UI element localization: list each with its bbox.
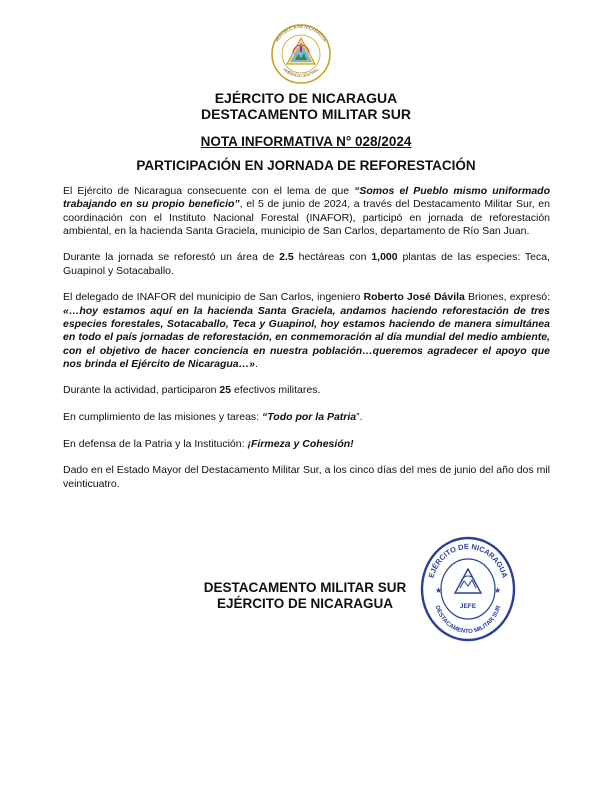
p6-text-a: En defensa de la Patria y la Institución:: [63, 437, 248, 450]
paragraph-2: [63, 251, 550, 278]
p3-delegate-quote: «…hoy estamos aquí en la hacienda Santa Graciela, andamos haciendo reforestación de tres especies forestales, Sotacaballo, Teca y Guapinol, hoy estamos haciendo de manera simultánea en todo el país jornadas de reforestación, en conmemoración al día mundial del medio ambiente, con el objetivo de hacer conciencia en nuestra población…queremos agradecer el apoyo que nos brinda el Ejército de Nicaragua…»: [63, 304, 550, 370]
p2-plants-value: 1,000: [371, 251, 398, 264]
note-title: NOTA INFORMATIVA N° 028/2024: [200, 134, 412, 149]
paragraph-6: [63, 438, 550, 451]
svg-text:DESTACAMENTO MILITAR SUR: DESTACAMENTO MILITAR SUR: [433, 605, 503, 636]
signature-line-army: EJÉRCITO DE NICARAGUA: [216, 596, 394, 611]
p5-text-a: En cumplimiento de las misiones y tareas:: [63, 411, 263, 424]
stamp-center-label: JEFE: [459, 603, 477, 610]
signature-line-detachment: DESTACAMENTO MILITAR SUR: [203, 580, 407, 595]
p3-text-a: El delegado de INAFOR del municipio de San Carlos, ingeniero: [63, 291, 364, 304]
p3-engineer-name: Roberto José Dávila: [363, 291, 465, 304]
header-line-detachment: DESTACAMENTO MILITAR SUR: [201, 106, 411, 122]
note-subject: PARTICIPACIÓN EN JORNADA DE REFORESTACIÓN: [136, 158, 476, 173]
svg-text:EJÉRCITO DE NICARAGUA: EJÉRCITO DE NICARAGUA: [426, 541, 510, 580]
paragraph-3: [63, 291, 550, 371]
paragraph-1: [63, 185, 550, 238]
document-header: [0, 90, 612, 122]
signature-block: [195, 580, 415, 612]
p5-text-b: ”.: [356, 411, 363, 424]
svg-text:★: ★: [435, 586, 443, 595]
p1-slogan-quote: “Somos el Pueblo mismo uniformado trabajando en su propio beneficio”: [63, 185, 550, 211]
header-line-army: EJÉRCITO DE NICARAGUA: [214, 90, 398, 106]
p2-text-a: Durante la jornada se reforestó un área de: [63, 251, 280, 264]
p1-text-a: El Ejército de Nicaragua consecuente con el lema de que: [63, 185, 355, 197]
p2-text-c: plantas de las especies: Teca, Guapinol y Sotacaballo.: [63, 251, 551, 277]
paragraph-7: Dado en el Estado Mayor del Destacamento Militar Sur, a los cinco días del mes de junio del año dos mil veinticuatro.: [63, 464, 550, 490]
p2-area-value: 2.5: [279, 251, 294, 264]
p4-text-a: Durante la actividad, participaron: [63, 384, 220, 397]
p3-text-b: Briones, expresó:: [464, 291, 550, 304]
paragraph-5: [63, 411, 550, 424]
p2-text-b: hectáreas con: [293, 251, 372, 264]
p1-text-b: , el 5 de junio de 2024, a través del Destacamento Militar Sur, en coordinación con el Instituto Nacional Forestal (INAFOR), participó en jornada de reforestación ambiental, en la hacienda Santa Graciela, municipio de San Carlos, departamento de Río San Juan.: [63, 198, 550, 237]
p6-motto: ¡Firmeza y Cohesión!: [247, 437, 354, 450]
official-stamp-icon: [418, 533, 518, 645]
p3-text-c: .: [254, 357, 258, 370]
nicaragua-coat-of-arms-icon: [266, 20, 336, 84]
p4-troops-count: 25: [219, 384, 232, 397]
document-body: [63, 185, 550, 504]
p5-motto: “Todo por la Patria: [262, 411, 357, 424]
paragraph-4: [63, 384, 550, 397]
svg-text:REPÚBLICA DE NICARAGUA: REPÚBLICA DE NICARAGUA: [274, 23, 328, 43]
p4-text-b: efectivos militares.: [231, 384, 321, 397]
svg-text:★: ★: [494, 586, 502, 595]
svg-text:AMÉRICA CENTRAL: AMÉRICA CENTRAL: [282, 66, 320, 79]
